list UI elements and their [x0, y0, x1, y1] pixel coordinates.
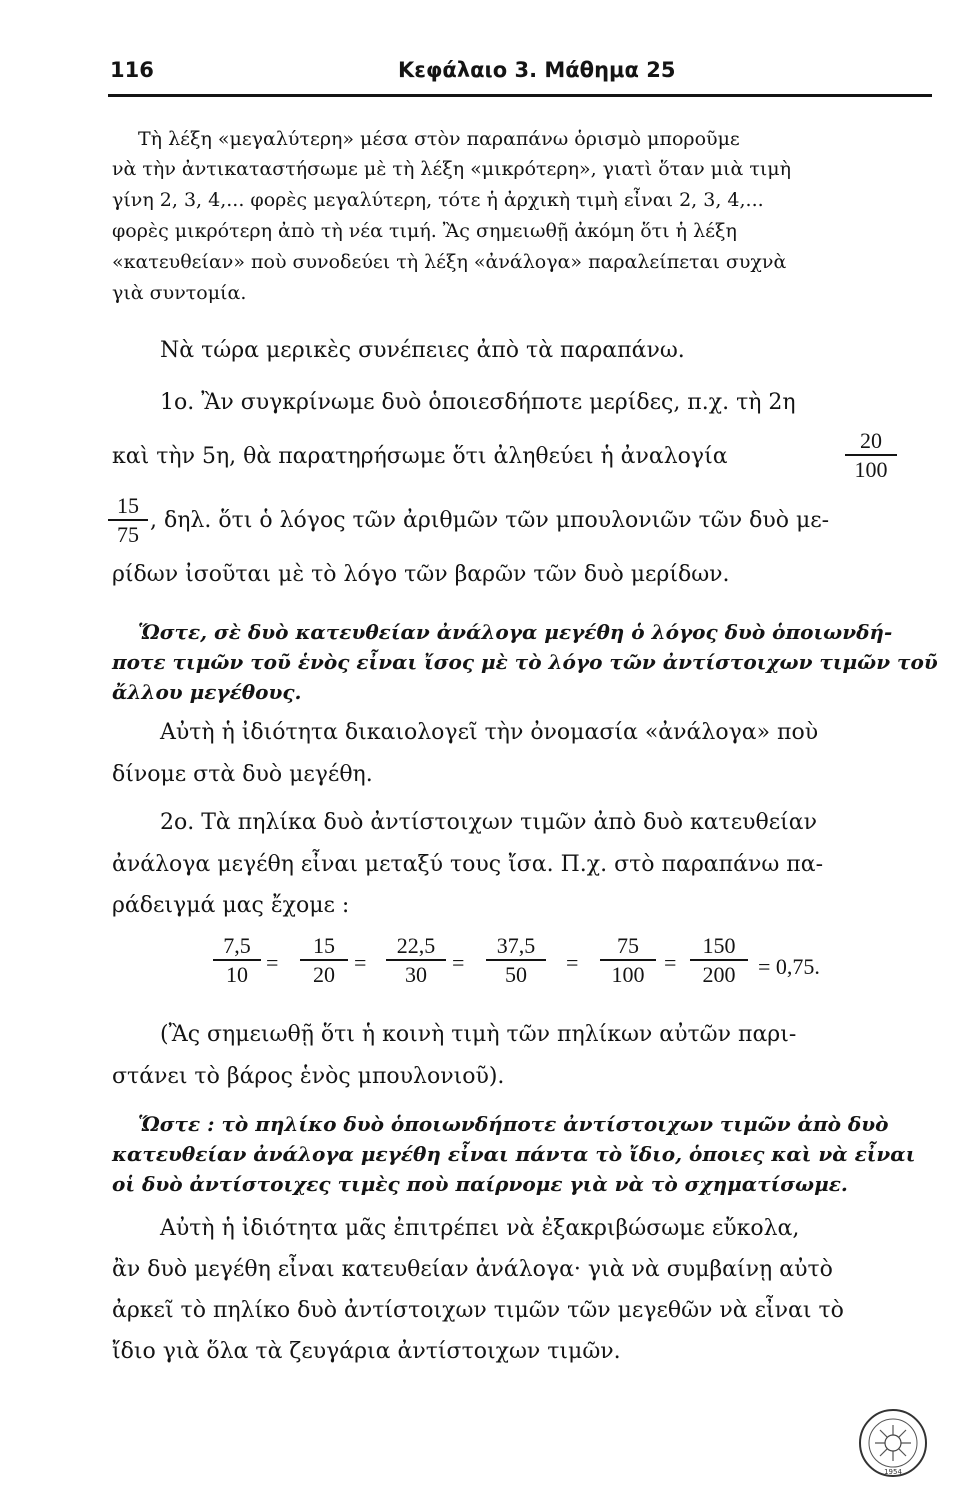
fraction-numerator: 22,5 [386, 935, 446, 961]
fraction-denominator: 20 [313, 962, 335, 987]
fraction-numerator: 7,5 [213, 935, 261, 961]
equals-sign: = [354, 950, 367, 975]
svg-text:1954: 1954 [884, 1468, 902, 1476]
intro-line: φορὲς μικρότερη ἀπὸ τὴ νέα τιμή. Ἂς σημειωθῇ ἀκόμη ὅτι ἡ λέξη [112, 220, 737, 242]
equation-result: = 0,75. [758, 954, 820, 979]
equation-fraction [600, 935, 656, 986]
rule2-line: Ὥστε : τὸ πηλίκο δυὸ ὁποιωνδήποτε ἀντίστοιχων τιμῶν ἀπὸ δυὸ [138, 1112, 889, 1136]
intro-line: γίνη 2, 3, 4,... φορὲς μεγαλύτερη, τότε ἡ ἀρχικὴ τιμὴ εἶναι 2, 3, 4,... [112, 189, 764, 211]
fraction-numerator: 15 [300, 935, 348, 961]
fraction-denominator: 50 [505, 962, 527, 987]
fraction-denominator: 30 [405, 962, 427, 987]
fraction-20-100 [845, 430, 897, 481]
point1-line: 1ο. Ἂν συγκρίνωμε δυὸ ὁποιεσδήποτε μερίδες, π.χ. τὴ 2η [160, 390, 796, 415]
closing-line: ἀρκεῖ τὸ πηλίκο δυὸ ἀντίστοιχων τιμῶν τῶν μεγεθῶν νὰ εἶναι τὸ [112, 1298, 844, 1323]
rule2-line: οἱ δυὸ ἀντίστοιχες τιμὲς ποὺ παίρνομε γιὰ νὰ τὸ σχηματίσωμε. [112, 1172, 848, 1196]
page-number: 116 [110, 58, 154, 82]
point1-line: , δηλ. ὅτι ὁ λόγος τῶν ἀριθμῶν τῶν μπουλονιῶν τῶν δυὸ με- [150, 508, 830, 533]
note-line: στάνει τὸ βάρος ἑνὸς μπουλονιοῦ). [112, 1064, 505, 1089]
fraction-15-75 [108, 495, 148, 546]
equation-fraction [300, 935, 348, 986]
equals-sign: = [266, 950, 279, 975]
point1-line: ρίδων ἰσοῦται μὲ τὸ λόγο τῶν βαρῶν τῶν δυὸ μερίδων. [112, 562, 730, 587]
fraction-numerator: 37,5 [486, 935, 546, 961]
point2-line: ἀνάλογα μεγέθη εἶναι μεταξύ τους ἴσα. Π.χ. στὸ παραπάνω πα- [112, 852, 824, 877]
fraction-numerator: 150 [690, 935, 748, 961]
closing-line: ἴδιο γιὰ ὅλα τὰ ζευγάρια ἀντίστοιχων τιμῶν. [112, 1339, 621, 1364]
point2-line: 2ο. Τὰ πηλίκα δυὸ ἀντίστοιχων τιμῶν ἀπὸ δυὸ κατευθείαν [160, 810, 818, 835]
intro-line: Τὴ λέξη «μεγαλύτερη» μέσα στὸν παραπάνω ὁρισμὸ μποροῦμε [138, 128, 740, 150]
fraction-numerator: 75 [600, 935, 656, 961]
naming-line: Αὐτὴ ἡ ἰδιότητα δικαιολογεῖ τὴν ὀνομασία «ἀνάλογα» ποὺ [160, 720, 819, 745]
equals-sign: = [452, 950, 465, 975]
rule1-line: ἄλλου μεγέθους. [112, 680, 302, 704]
intro-line: νὰ τὴν ἀντικαταστήσωμε μὲ τὴ λέξη «μικρότερη», γιατὶ ὅταν μιὰ τιμὴ [112, 158, 792, 180]
note-line: (Ἂς σημειωθῇ ὅτι ἡ κοινὴ τιμὴ τῶν πηλίκων αὐτῶν παρι- [160, 1022, 797, 1047]
fraction-denominator: 100 [854, 457, 888, 482]
rule1-line: Ὥστε, σὲ δυὸ κατευθείαν ἀνάλογα μεγέθη ὁ λόγος δυὸ ὁποιωνδή- [138, 620, 893, 644]
fraction-denominator: 75 [117, 522, 139, 547]
equation-fraction [213, 935, 261, 986]
intro-line: «κατευθείαν» ποὺ συνοδεύει τὴ λέξη «ἀνάλογα» παραλείπεται συχνὰ [112, 251, 787, 273]
point1-line: καὶ τὴν 5η, θὰ παρατηρήσωμε ὅτι ἀληθεύει ἡ ἀναλογία [112, 444, 728, 469]
intro-line: γιὰ συντομία. [112, 282, 247, 304]
naming-line: δίνομε στὰ δυὸ μεγέθη. [112, 762, 373, 787]
fraction-denominator: 10 [226, 962, 248, 987]
equals-sign: = [664, 950, 677, 975]
chapter-title: Κεφάλαιο 3. Μάθημα 25 [398, 58, 676, 82]
point2-line: ράδειγμά μας ἔχομε : [112, 893, 350, 918]
equation-fraction [486, 935, 546, 986]
equation-fraction [690, 935, 748, 986]
rule1-line: ποτε τιμῶν τοῦ ἑνὸς εἶναι ἴσος μὲ τὸ λόγο τῶν ἀντίστοιχων τιμῶν τοῦ [112, 650, 938, 674]
closing-line: Αὐτὴ ἡ ἰδιότητα μᾶς ἐπιτρέπει νὰ ἐξακριβώσωμε εὔκολα, [160, 1216, 800, 1241]
publisher-seal-icon [858, 1408, 928, 1478]
consequences-intro: Νὰ τώρα μερικὲς συνέπειες ἀπὸ τὰ παραπάνω. [160, 338, 685, 363]
equals-sign: = [566, 950, 579, 975]
fraction-denominator: 100 [611, 962, 645, 987]
fraction-numerator: 20 [845, 430, 897, 456]
header-rule [108, 94, 932, 97]
equation-fraction [386, 935, 446, 986]
rule2-line: κατευθείαν ἀνάλογα μεγέθη εἶναι πάντα τὸ ἴδιο, ὁποιες καὶ νὰ εἶναι [112, 1142, 916, 1166]
fraction-numerator: 15 [108, 495, 148, 521]
closing-line: ἂν δυὸ μεγέθη εἶναι κατευθείαν ἀνάλογα· γιὰ νὰ συμβαίνῃ αὐτὸ [112, 1257, 833, 1282]
fraction-denominator: 200 [702, 962, 736, 987]
